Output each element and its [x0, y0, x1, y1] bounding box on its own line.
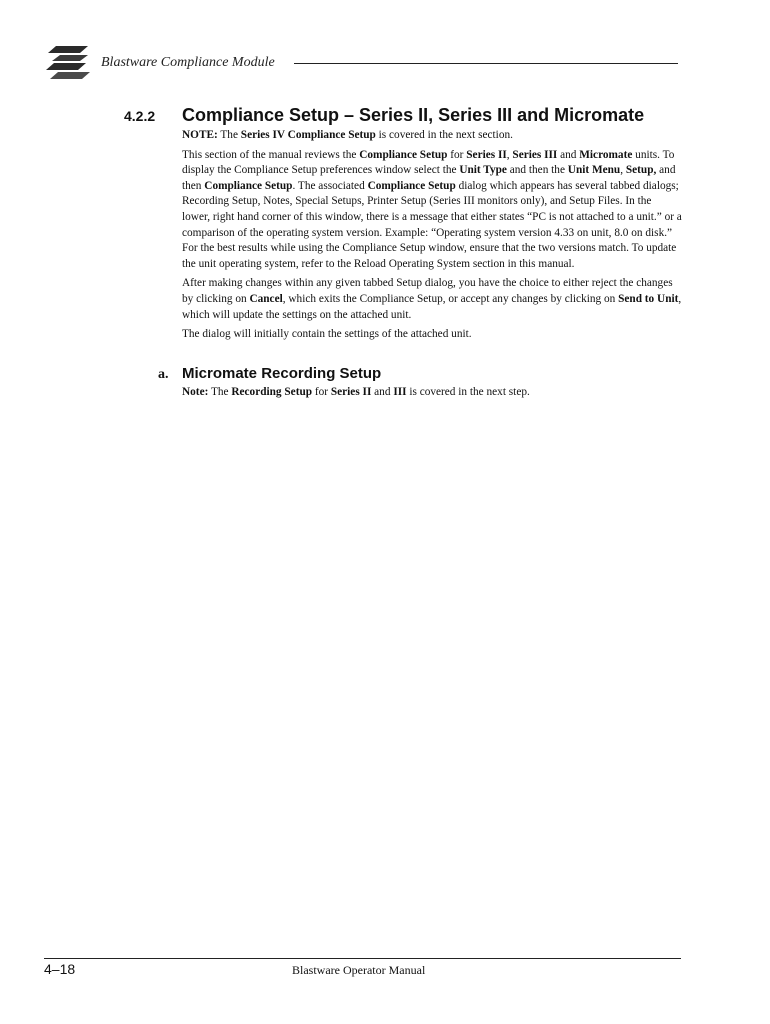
- recording-setup-note: Note: The Recording Setup for Series II and III is covered in the next step.: [182, 386, 530, 398]
- section-body: [182, 128, 682, 347]
- footer-rule: [44, 958, 681, 959]
- section-number: 4.2.2: [124, 108, 156, 124]
- intro-paragraph: This section of the manual reviews the Compliance Setup for Series II, Series III and Micromate units. To display the Compliance Setup preferences window select the Unit Type and then the Unit Menu, Setup, and then Compliance Setup. The associated Compliance Setup dialog which appears has several tabbed dialogs; Recording Setup, Notes, Special Setups, Printer Setup (Series III monitors only), and Setup Files. In the lower, right hand corner of this window, there is a message that either states “PC is not attached to a unit.” or a comparison of the operating system version. Example: “Operating system version 4.33 on unit, 8.0 on disk.” For the best results while using the Compliance Setup window, ensure that the two versions match. To update the unit operating system, refer to the Reload Operating System section in this manual.: [182, 148, 682, 270]
- blastware-logo-icon: [46, 44, 92, 80]
- section-title: Compliance Setup – Series II, Series III and Micromate: [182, 105, 645, 125]
- subsection-letter: a.: [158, 367, 169, 382]
- header-title: Blastware Compliance Module: [101, 55, 275, 70]
- footer-title: Blastware Operator Manual: [292, 963, 426, 977]
- initial-settings-paragraph: The dialog will initially contain the settings of the attached unit.: [182, 328, 472, 341]
- header-rule: [294, 63, 678, 64]
- series-iv-note: NOTE: The Series IV Compliance Setup is covered in the next section.: [182, 129, 513, 141]
- subsection-title: Micromate Recording Setup: [182, 365, 382, 382]
- page-number: 4–18: [44, 961, 76, 977]
- changes-paragraph: After making changes within any given tabbed Setup dialog, you have the choice to either reject the changes by clicking on Cancel, which exits the Compliance Setup, or accept any changes by clicking on Send to Unit, which will update the settings on the attached unit.: [182, 277, 682, 321]
